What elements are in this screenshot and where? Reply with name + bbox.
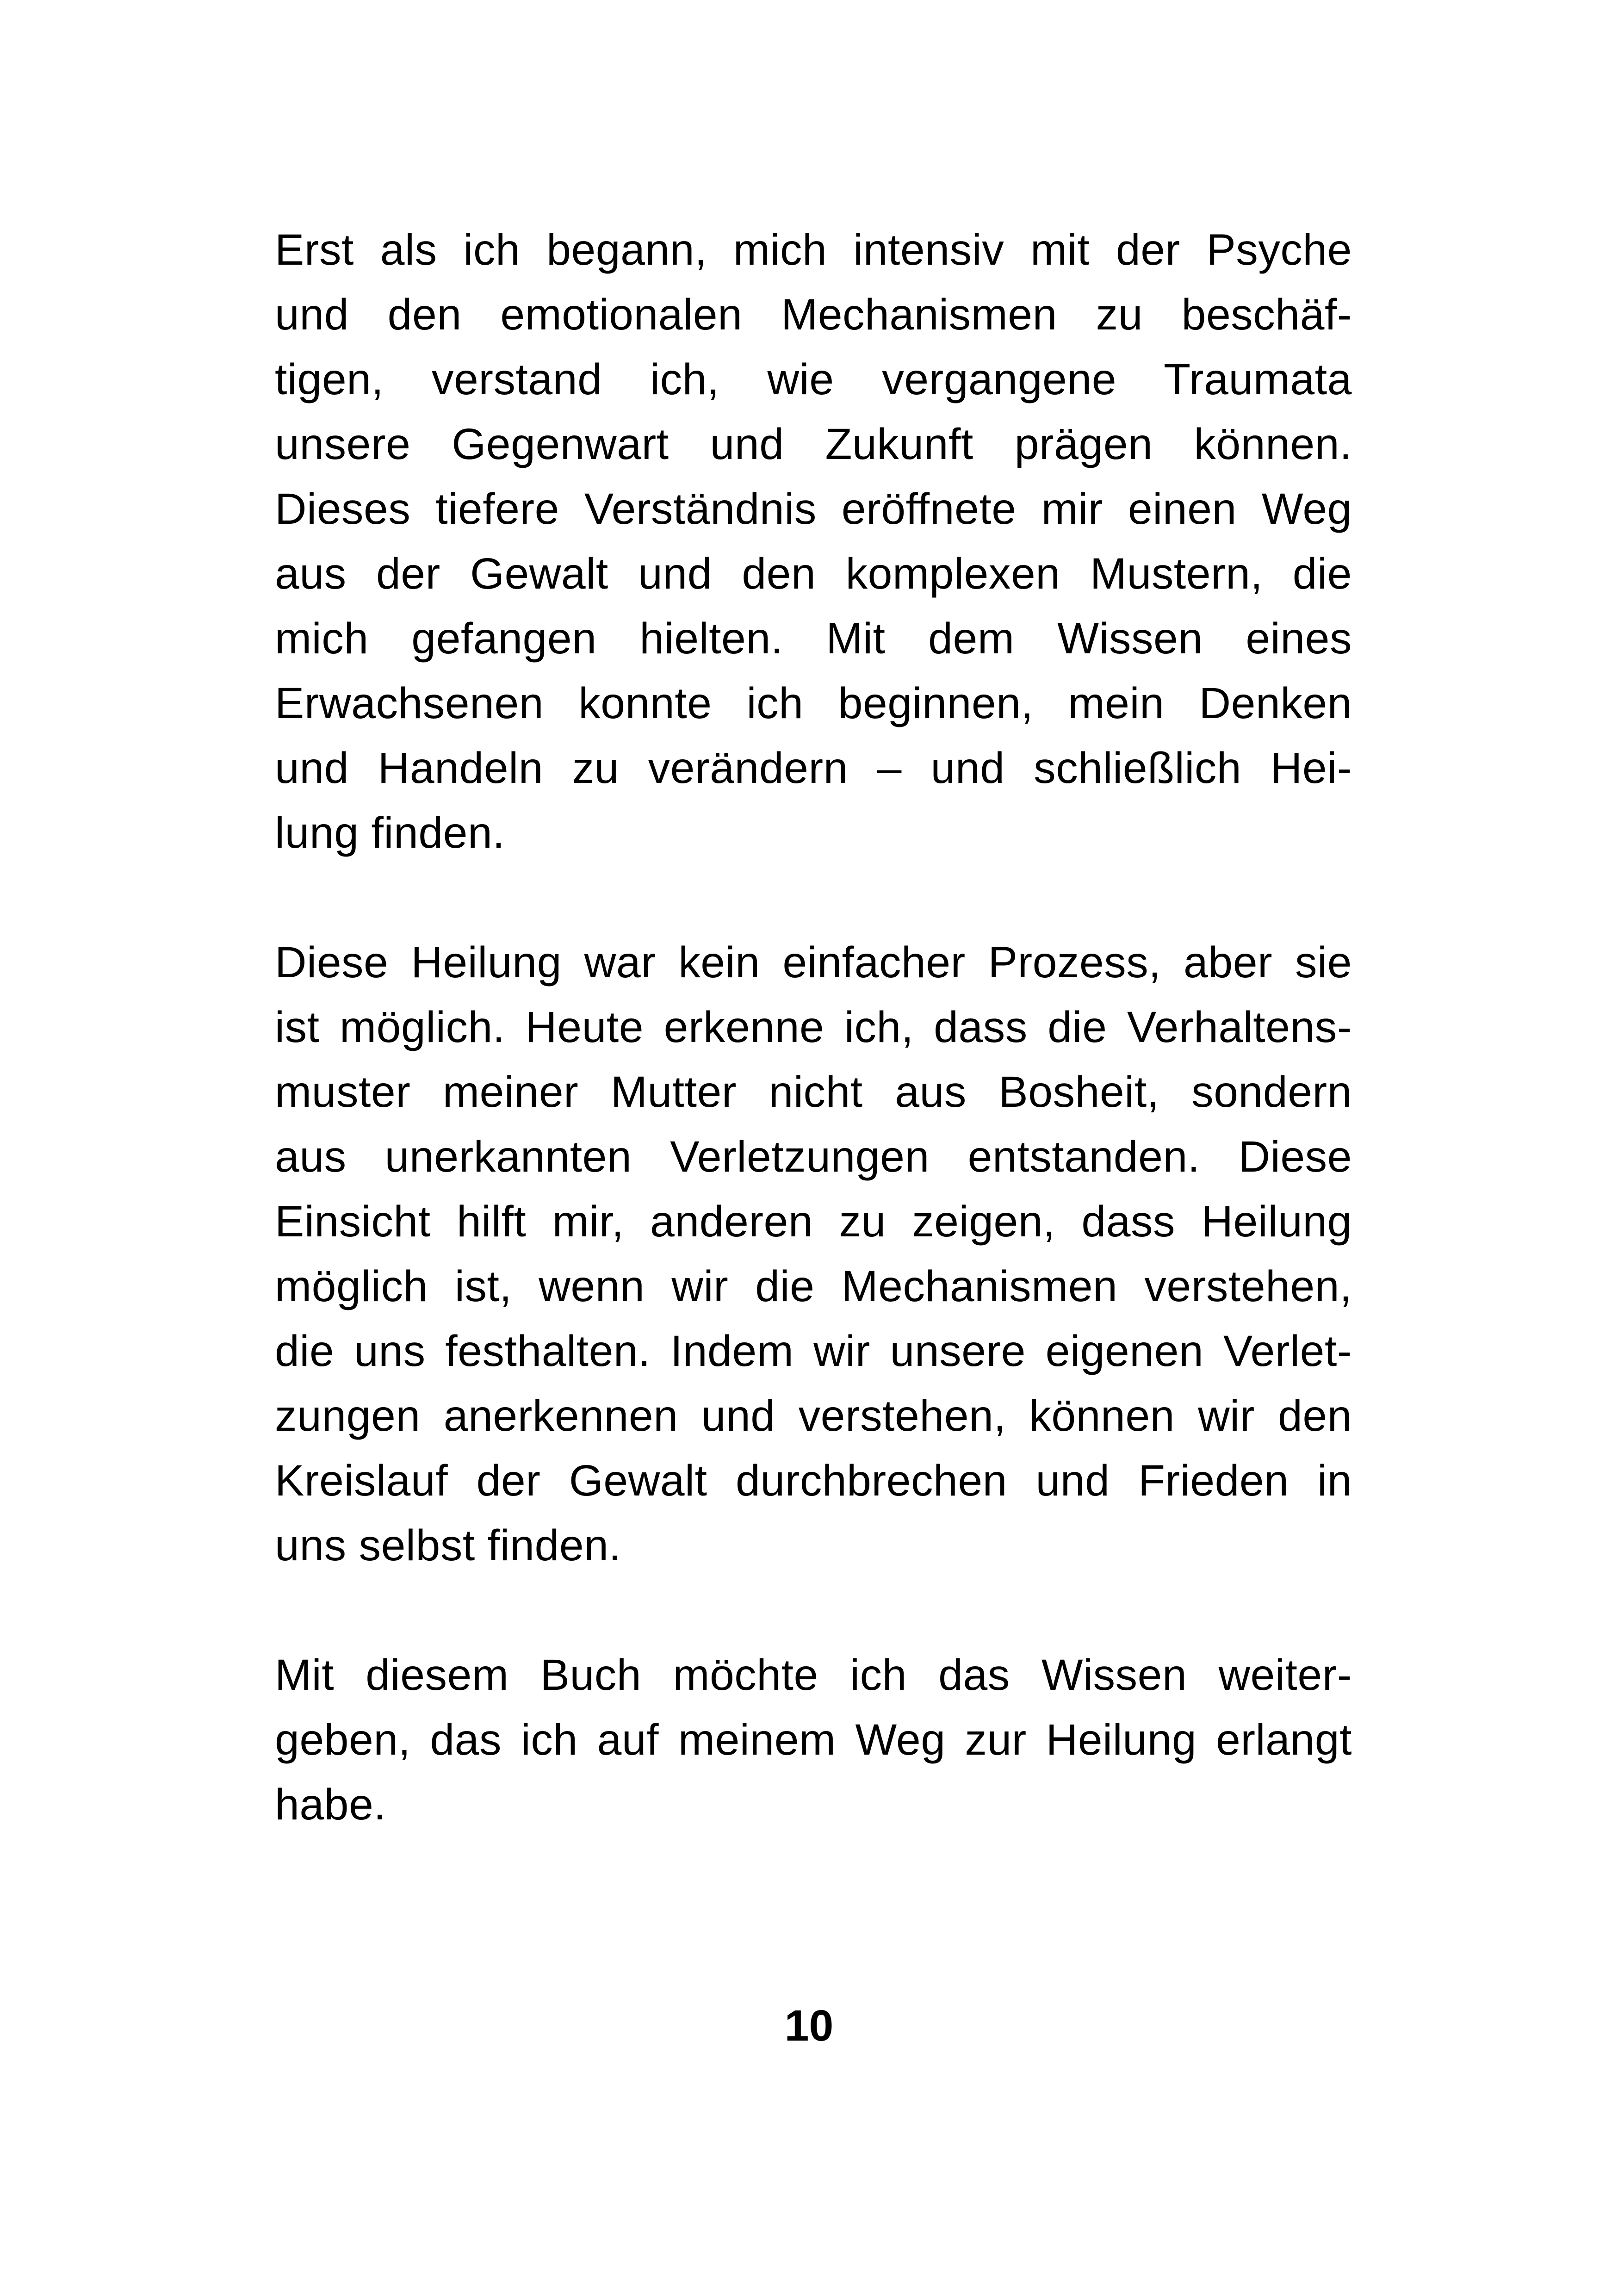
text-line: möglich ist, wenn wir die Mechanismen verstehen, <box>275 1262 1352 1311</box>
text-line: Einsicht hilft mir, anderen zu zeigen, dass Heilung <box>275 1197 1352 1246</box>
body-text <box>275 217 1352 1837</box>
text-line: die uns festhalten. Indem wir unsere eigenen Verlet- <box>275 1327 1352 1376</box>
text-line: und Handeln zu verändern – und schließlich Hei- <box>275 744 1352 793</box>
text-line: und den emotionalen Mechanismen zu beschäf- <box>275 290 1352 339</box>
page-number: 10 <box>784 2001 834 2050</box>
text-line: Diese Heilung war kein einfacher Prozess, aber sie <box>275 938 1352 987</box>
text-line: Kreislauf der Gewalt durchbrechen und Frieden in <box>275 1456 1352 1505</box>
text-line: Erst als ich begann, mich intensiv mit der Psyche <box>275 225 1352 274</box>
paragraph-3 <box>275 1643 1352 1837</box>
text-line: muster meiner Mutter nicht aus Bosheit, sondern <box>275 1067 1352 1117</box>
text-line: zungen anerkennen und verstehen, können wir den <box>275 1391 1352 1440</box>
text-line: mich gefangen hielten. Mit dem Wissen eines <box>275 614 1352 663</box>
text-line: lung finden. <box>275 808 505 857</box>
paragraph-1 <box>275 217 1352 865</box>
text-line: tigen, verstand ich, wie vergangene Traumata <box>275 355 1352 404</box>
text-line: aus unerkannten Verletzungen entstanden. Diese <box>275 1132 1352 1181</box>
text-line: geben, das ich auf meinem Weg zur Heilung erlangt <box>275 1715 1352 1764</box>
text-line: ist möglich. Heute erkenne ich, dass die Verhaltens- <box>275 1003 1352 1052</box>
text-line: Erwachsenen konnte ich beginnen, mein Denken <box>275 679 1352 728</box>
text-line: uns selbst finden. <box>275 1521 621 1570</box>
text-line: unsere Gegenwart und Zukunft prägen können. <box>275 420 1352 469</box>
text-line: Mit diesem Buch möchte ich das Wissen weiter- <box>275 1651 1352 1700</box>
text-line: habe. <box>275 1780 386 1829</box>
text-line: aus der Gewalt und den komplexen Mustern, die <box>275 549 1352 598</box>
paragraph-2 <box>275 930 1352 1578</box>
text-line: Dieses tiefere Verständnis eröffnete mir einen Weg <box>275 484 1352 534</box>
